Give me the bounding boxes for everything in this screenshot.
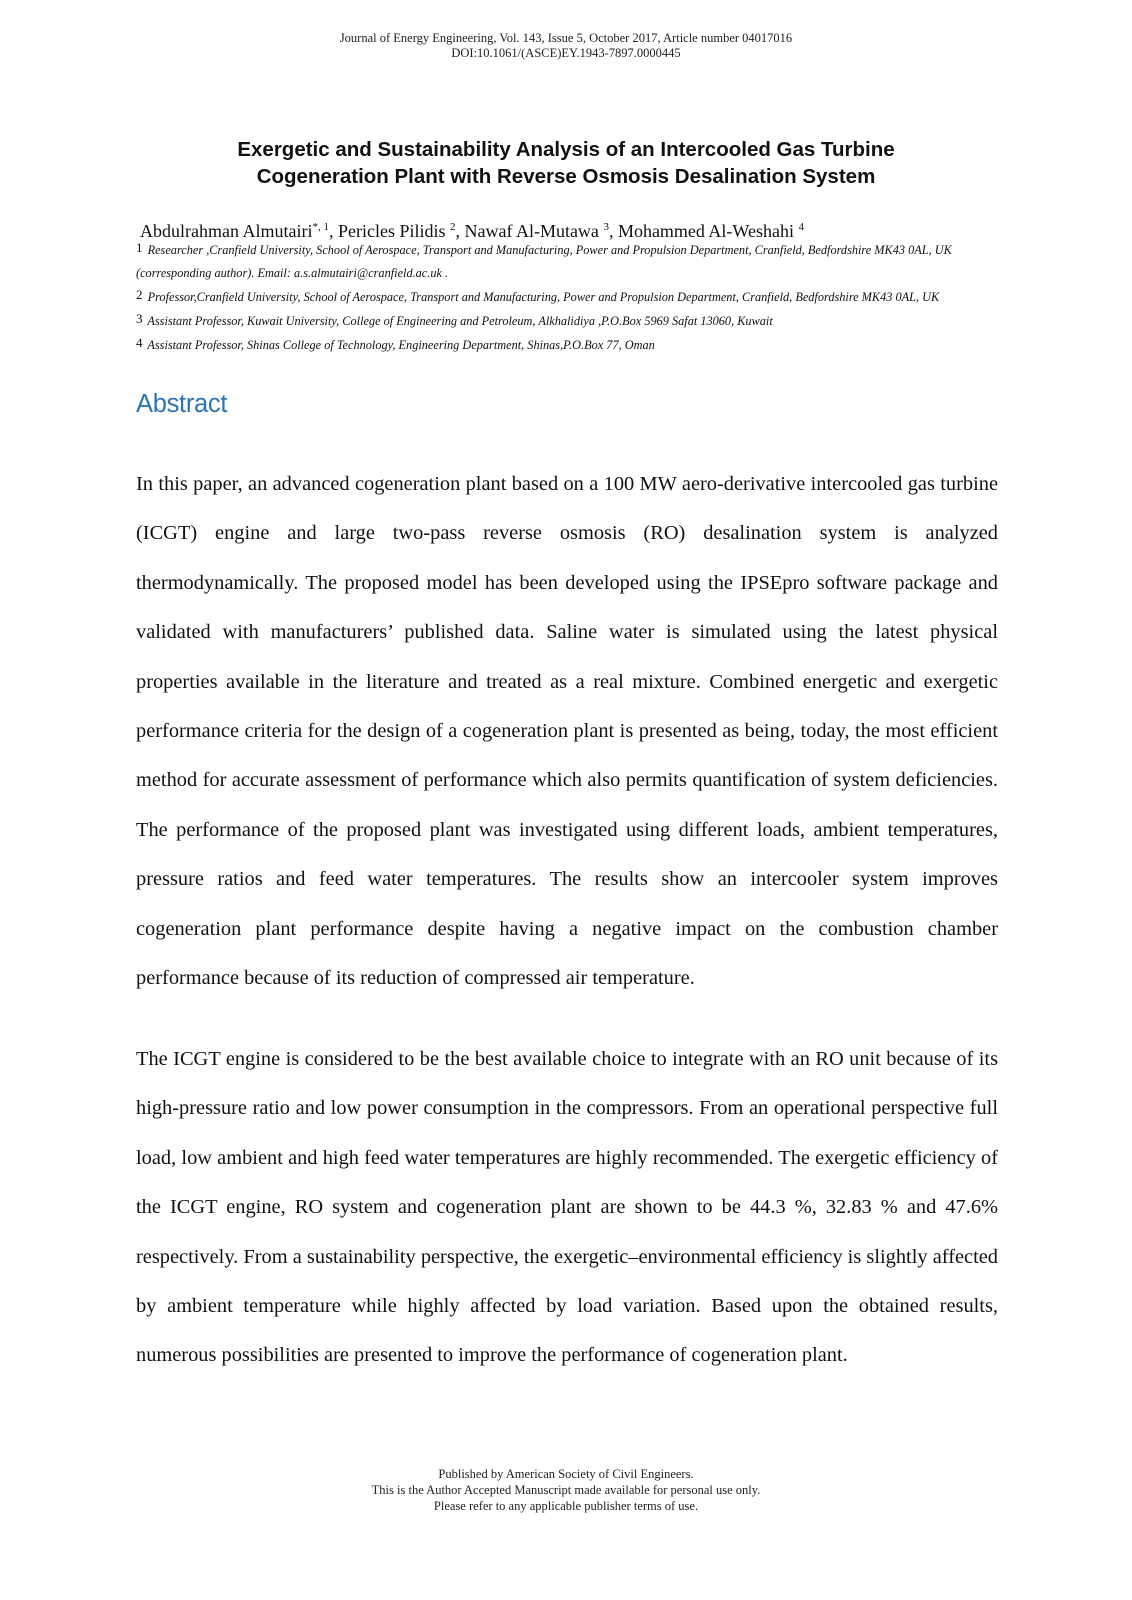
abstract-paragraph-1: In this paper, an advanced cogeneration plant based on a 100 MW aero-derivative intercooled gas turbine (ICGT) engine and large two-pass reverse osmosis (RO) desalination system is analyzed thermodynamically. The proposed model has been developed using the IPSEpro software package and validated with manufacturers’ published data. Saline water is simulated using the latest physical properties available in the literature and treated as a real mixture. Combined energetic and exergetic performance criteria for the design of a cogeneration plant is presented as being, today, the most efficient method for accurate assessment of performance which also permits quantification of system deficiencies. The performance of the proposed plant was investigated using different loads, ambient temperatures, pressure ratios and feed water temperatures. The results show an intercooler system improves cogeneration plant performance despite having a negative impact on the combustion chamber performance because of its reduction of compressed air temperature.: [136, 473, 998, 990]
abstract-paragraph-2: The ICGT engine is considered to be the best available choice to integrate with an RO unit because of its high-pressure ratio and low power consumption in the compressors. From an operational perspective full load, low ambient and high feed water temperatures are highly recommended. The exergetic efficiency of the ICGT engine, RO system and cogeneration plant are shown to be 44.3 %, 32.83 % and 47.6% respectively. From a sustainability perspective, the exergetic–environmental efficiency is slightly affected by ambient temperature while highly affected by load variation. Based upon the obtained results, numerous possibilities are presented to improve the performance of cogeneration plant.: [136, 1048, 998, 1367]
affiliation: [136, 309, 982, 333]
abstract-heading: Abstract: [136, 390, 228, 418]
title-line-1: Exergetic and Sustainability Analysis of an Intercooled Gas Turbine: [237, 138, 895, 161]
author-affil-num: 2: [449, 221, 456, 233]
affiliation: [136, 333, 982, 357]
affiliation-text: Assistant Professor, Shinas College of Technology, Engineering Department, Shinas,P.O.Box 77, Oman: [147, 338, 655, 352]
author-name: Pericles Pilidis: [337, 221, 446, 241]
affiliation-num: 2: [136, 287, 143, 302]
footer-line-2: This is the Author Accepted Manuscript made available for personal use only.: [371, 1483, 761, 1497]
affiliation-text: Researcher ,Cranfield University, School of Aerospace, Transport and Manufacturing, Power and Propulsion Department, Cranfield, Bedfordshire MK43 0AL, UK (corresponding author). Email: a.s.almutairi@cranfield.ac.uk .: [136, 243, 952, 280]
paper-title: [80, 136, 1052, 190]
author-affil-num: 3: [603, 221, 609, 233]
affiliation-num: 4: [136, 335, 143, 350]
affiliation-text: Assistant Professor, Kuwait University, College of Engineering and Petroleum, Alkhalidiya ,P.O.Box 5969 Safat 13060, Kuwait: [147, 314, 773, 328]
footer-line-3: Please refer to any applicable publisher terms of use.: [433, 1499, 699, 1513]
affiliation-num: 1: [136, 240, 143, 255]
title-line-2: Cogeneration Plant with Reverse Osmosis Desalination System: [256, 165, 876, 188]
author-name: Abdulrahman Almutairi: [140, 221, 313, 241]
author-name: Mohammed Al-Weshahi: [617, 221, 794, 241]
affiliation: [136, 238, 982, 285]
affiliation-num: 3: [136, 311, 143, 326]
author-affil-num: 4: [798, 221, 804, 233]
author-list: Abdulrahman Almutairi*, $^1$, Pericles Pilidis $^2$, Nawaf Al-Mutawa $^3$, Mohammed Al-Weshahi $^4$: [140, 221, 804, 241]
journal-header: [0, 31, 1132, 61]
footer-line-1: Published by American Society of Civil Engineers.: [438, 1467, 694, 1481]
publisher-footer: [0, 1466, 1132, 1514]
author-name: Nawaf Al-Mutawa: [464, 221, 599, 241]
author-mark: *,: [312, 221, 324, 233]
author-affil-num: 1: [323, 221, 329, 233]
affiliation-list: [136, 238, 982, 357]
affiliation-text: Professor,Cranfield University, School of Aerospace, Transport and Manufacturing, Power and Propulsion Department, Cranfield, Bedfordshire MK43 0AL, UK: [147, 290, 940, 304]
journal-citation: Journal of Energy Engineering, Vol. 143, Issue 5, October 2017, Article number 04017016: [339, 31, 793, 45]
doi: DOI:10.1061/(ASCE)EY.1943-7897.0000445: [451, 46, 681, 60]
affiliation: [136, 285, 982, 309]
